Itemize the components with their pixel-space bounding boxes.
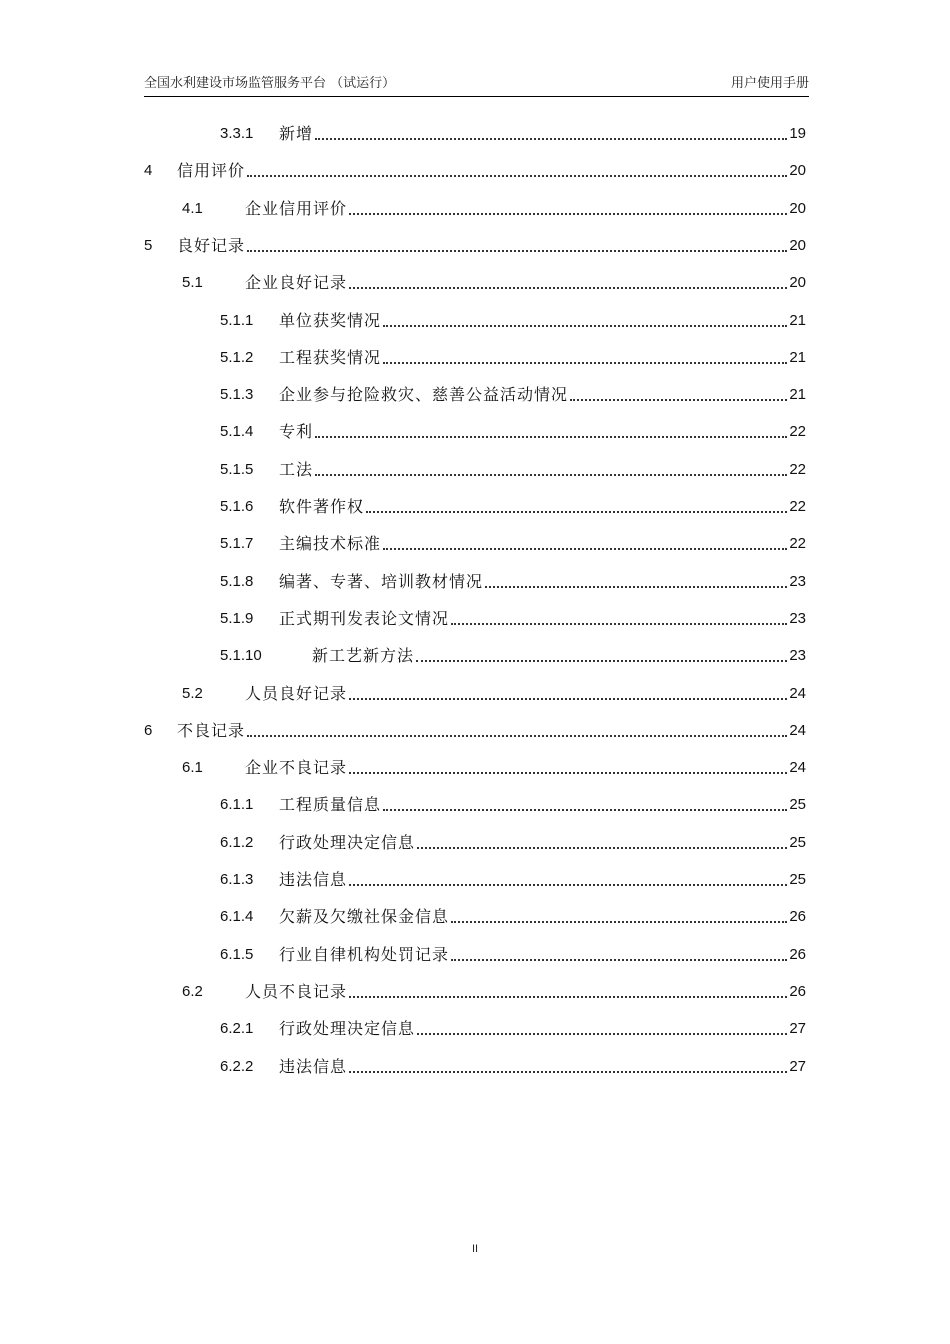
toc-entry[interactable] [220, 344, 806, 368]
toc-entry[interactable] [220, 1053, 806, 1077]
toc-entry-number: 5.1.2 [220, 348, 254, 366]
toc-dot-leader [349, 760, 787, 774]
header-title: 全国水利建设市场监管服务平台 （试运行） [144, 76, 396, 91]
toc-entry[interactable] [220, 307, 806, 331]
toc-entry-number: 6.1.3 [220, 871, 254, 888]
toc-entry-number: 5.1.7 [220, 535, 254, 553]
toc-entry-number: 5.1.4 [220, 423, 254, 441]
toc-entry-title: 工程获奖情况 [279, 347, 382, 367]
toc-entry-number: 5.1.5 [220, 460, 254, 478]
toc-entry-page: 21 [789, 386, 806, 404]
toc-entry-page: 25 [789, 871, 806, 888]
toc-entry-number: 5 [144, 236, 153, 254]
toc-entry-page: 22 [789, 423, 806, 441]
toc-entry-number: 5.1 [182, 274, 203, 292]
toc-entry-page: 24 [789, 721, 806, 739]
toc-entry-page: 23 [789, 572, 806, 590]
toc-entry-number: 4.1 [182, 199, 203, 217]
toc-entry-number: 6.1 [182, 759, 203, 777]
toc-dot-leader [349, 872, 787, 886]
toc-entry-title: 新增 [279, 124, 314, 143]
toc-dot-leader [247, 723, 787, 737]
toc-entry-page: 25 [789, 833, 806, 851]
toc-entry-number: 5.1.6 [220, 498, 254, 515]
toc-entry-page: 22 [789, 535, 806, 553]
toc-entry-page: 23 [789, 609, 806, 627]
toc-entry[interactable] [220, 866, 806, 890]
toc-entry[interactable] [182, 680, 806, 704]
toc-entry-title: 企业不良记录 [245, 758, 348, 778]
toc-entry-title: 人员不良记录 [245, 981, 348, 1001]
header-manual-label: 用户使用手册 [730, 76, 809, 91]
toc-entry-title: 企业信用评价 [245, 198, 348, 218]
toc-entry[interactable] [182, 754, 806, 778]
toc-dot-leader [416, 648, 787, 662]
toc-entry-title: 单位获奖情况 [279, 310, 382, 330]
toc-entry-title: 行政处理决定信息 [279, 832, 416, 852]
toc-entry[interactable] [220, 941, 806, 965]
toc-entry-page: 26 [789, 908, 806, 926]
toc-dot-leader [247, 238, 787, 252]
toc-entry-page: 22 [789, 498, 806, 515]
page-number: II [471, 1243, 479, 1255]
toc-entry-number: 6.1.2 [220, 833, 254, 851]
toc-entry[interactable] [144, 717, 806, 741]
toc-entry-title: 正式期刊发表论文情况 [279, 608, 450, 628]
toc-entry-number: 3.3.1 [220, 125, 254, 142]
toc-entry-title: 工程质量信息 [279, 795, 382, 815]
toc-dot-leader [349, 201, 787, 215]
toc-entry-title: 软件著作权 [279, 497, 365, 516]
toc-dot-leader [451, 947, 787, 961]
toc-dot-leader [383, 313, 787, 327]
toc-entry-number: 6.2.2 [220, 1057, 254, 1075]
toc-entry[interactable] [182, 978, 806, 1002]
toc-entry[interactable] [220, 568, 806, 592]
toc-dot-leader [383, 350, 787, 364]
toc-entry-page: 21 [789, 348, 806, 366]
toc-dot-leader [349, 984, 787, 998]
toc-entry[interactable] [182, 269, 806, 293]
toc-entry-title: 欠薪及欠缴社保金信息 [279, 907, 450, 927]
toc-entry-number: 5.1.8 [220, 572, 254, 590]
toc-entry-title: 新工艺新方法 [312, 646, 415, 666]
toc-dot-leader [383, 797, 787, 811]
toc-entry-number: 4 [144, 162, 153, 180]
toc-entry-title: 企业良好记录 [245, 273, 348, 293]
toc-entry-number: 6.2 [182, 982, 203, 1000]
toc-entry-number: 6.2.1 [220, 1020, 254, 1038]
toc-entry[interactable] [220, 903, 806, 927]
toc-entry-title: 编著、专著、培训教材情况 [279, 571, 484, 591]
toc-entry[interactable] [220, 418, 806, 442]
toc-entry[interactable] [220, 1015, 806, 1039]
toc-entry-page: 20 [789, 162, 806, 180]
toc-dot-leader [349, 686, 787, 700]
toc-entry-page: 20 [789, 236, 806, 254]
toc-entry-number: 6.1.1 [220, 796, 254, 814]
toc-entry-page: 20 [789, 199, 806, 217]
toc-entry[interactable] [220, 381, 806, 405]
toc-entry-title: 违法信息 [279, 1056, 348, 1076]
toc-dot-leader [417, 835, 787, 849]
toc-entry-page: 27 [789, 1057, 806, 1075]
toc-entry[interactable] [220, 493, 806, 517]
toc-entry-page: 20 [789, 274, 806, 292]
toc-entry-title: 工法 [279, 459, 314, 479]
toc-entry-number: 6.1.5 [220, 945, 254, 963]
toc-dot-leader [451, 611, 787, 625]
toc-entry[interactable] [182, 195, 806, 219]
toc-entry[interactable] [144, 157, 806, 181]
toc-entry-page: 27 [789, 1020, 806, 1038]
toc-entry-title: 主编技术标准 [279, 534, 382, 554]
toc-dot-leader [366, 499, 787, 513]
toc-entry-page: 24 [789, 759, 806, 777]
toc-entry-number: 6 [144, 721, 153, 739]
toc-entry[interactable] [220, 791, 806, 815]
toc-entry-page: 26 [789, 982, 806, 1000]
toc-entry-number: 6.1.4 [220, 908, 254, 926]
toc-entry-page: 25 [789, 796, 806, 814]
toc-entry-page: 24 [789, 684, 806, 702]
toc-entry-title: 企业参与抢险救灾、慈善公益活动情况 [279, 385, 569, 405]
toc-entry[interactable] [220, 530, 806, 554]
toc-entry-title: 行业自律机构处罚记录 [279, 944, 450, 964]
toc-entry-number: 5.1.3 [220, 386, 254, 404]
toc-entry[interactable] [220, 605, 806, 629]
toc-entry-number: 5.1.9 [220, 609, 254, 627]
toc-entry[interactable] [220, 456, 806, 480]
toc-entry-number: 5.1.10 [220, 647, 262, 665]
toc-entry-title: 人员良好记录 [245, 683, 348, 703]
toc-entry[interactable] [220, 120, 806, 144]
toc-dot-leader [570, 387, 787, 401]
toc-dot-leader [315, 462, 787, 476]
toc-entry[interactable] [220, 829, 806, 853]
toc-entry-title: 违法信息 [279, 870, 348, 889]
toc-dot-leader [349, 1059, 787, 1073]
toc-entry[interactable] [144, 232, 806, 256]
toc-entry-page: 26 [789, 945, 806, 963]
toc-dot-leader [485, 574, 787, 588]
toc-entry-page: 23 [789, 647, 806, 665]
toc-dot-leader [315, 126, 787, 140]
toc-entry-title: 行政处理决定信息 [279, 1019, 416, 1039]
toc-entry-title: 不良记录 [177, 720, 246, 740]
toc-entry-page: 21 [789, 311, 806, 329]
toc-entry-title: 良好记录 [177, 235, 246, 255]
toc-entry-title: 专利 [279, 422, 314, 442]
toc-entry-title: 信用评价 [177, 161, 246, 181]
toc-entry-number: 5.2 [182, 684, 203, 702]
toc-entry-page: 19 [789, 125, 806, 142]
toc-dot-leader [417, 1021, 787, 1035]
toc-dot-leader [383, 536, 787, 550]
toc-entry-page: 22 [789, 460, 806, 478]
toc-dot-leader [349, 275, 787, 289]
toc-entry[interactable] [220, 642, 806, 666]
toc-entry-number: 5.1.1 [220, 311, 254, 329]
toc-dot-leader [315, 424, 787, 438]
toc-dot-leader [247, 163, 787, 177]
toc-dot-leader [451, 909, 787, 923]
